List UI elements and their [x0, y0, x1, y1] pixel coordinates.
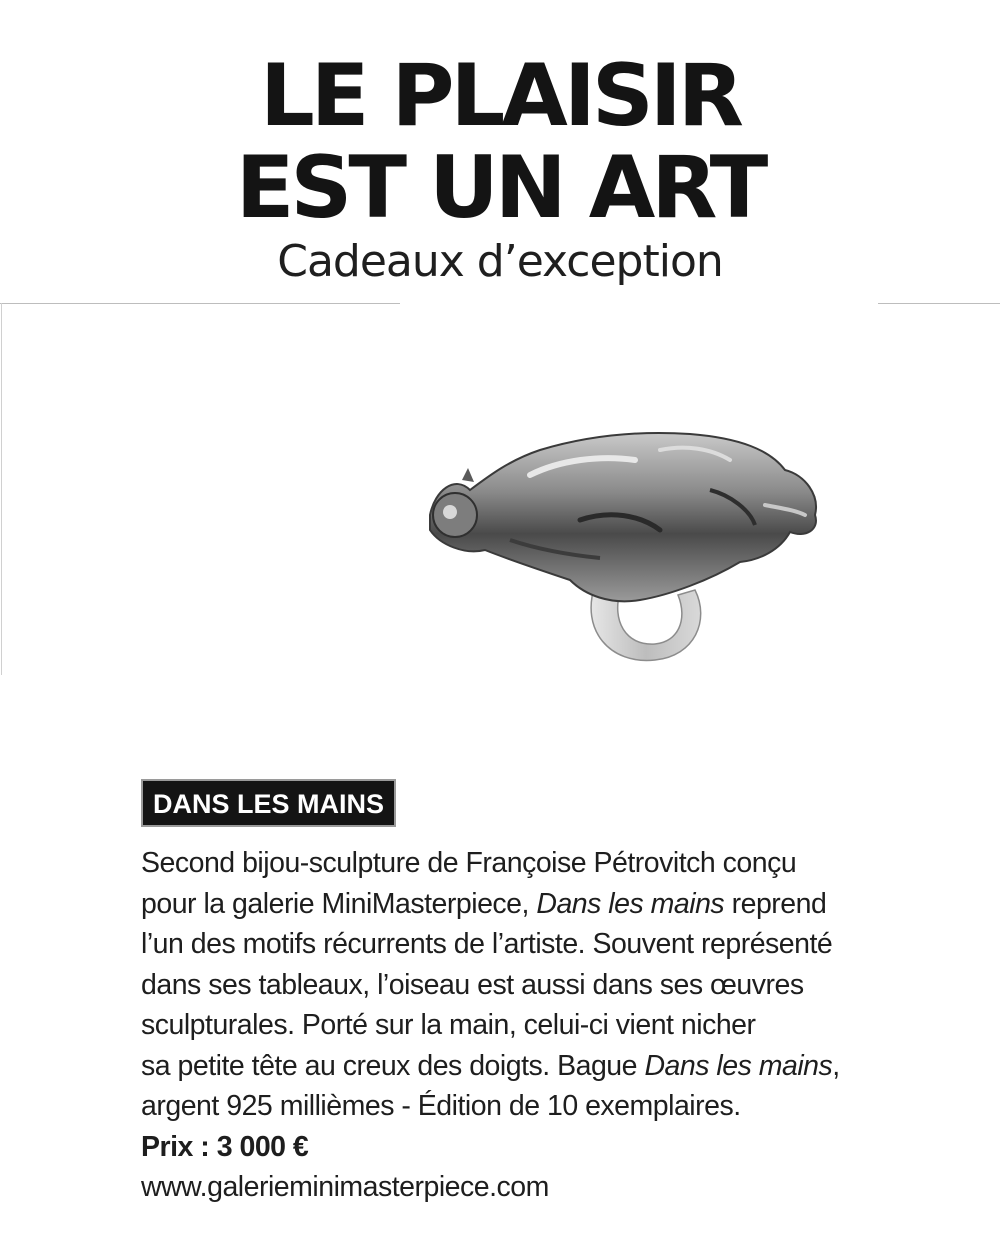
article-line: argent 925 millièmes - Édition de 10 exemplaires.: [141, 1090, 741, 1122]
article-line: sculpturales. Porté sur la main, celui-ci vient nicher: [141, 1009, 756, 1041]
website-link[interactable]: www.galerieminimasterpiece.com: [141, 1171, 549, 1203]
article-line: Second bijou-sculpture de Françoise Pétrovitch conçu: [141, 847, 797, 879]
headline-line-2: EST UN ART: [235, 138, 765, 238]
subtitle: Cadeaux d’exception: [277, 236, 723, 287]
ring-photo: [410, 420, 830, 680]
divider-left: [0, 303, 400, 304]
divider-right: [878, 303, 1000, 304]
article-line: pour la galerie MiniMasterpiece, Dans les mains reprend: [141, 887, 827, 920]
artwork-title: Dans les mains: [536, 887, 725, 920]
section-tag: DANS LES MAINS: [141, 779, 396, 827]
article-line: l’un des motifs récurrents de l’artiste. Souvent représenté: [141, 928, 833, 960]
article-line: sa petite tête au creux des doigts. Bague Dans les mains,: [141, 1049, 840, 1082]
divider-vertical: [1, 303, 2, 675]
price: Prix : 3 000 €: [141, 1130, 309, 1163]
artwork-title: Dans les mains: [644, 1049, 833, 1082]
article-body: [141, 843, 921, 1208]
headline-line-1: LE PLAISIR: [259, 46, 741, 146]
article-line: dans ses tableaux, l’oiseau est aussi dans ses œuvres: [141, 968, 804, 1001]
headline: [0, 46, 1000, 238]
